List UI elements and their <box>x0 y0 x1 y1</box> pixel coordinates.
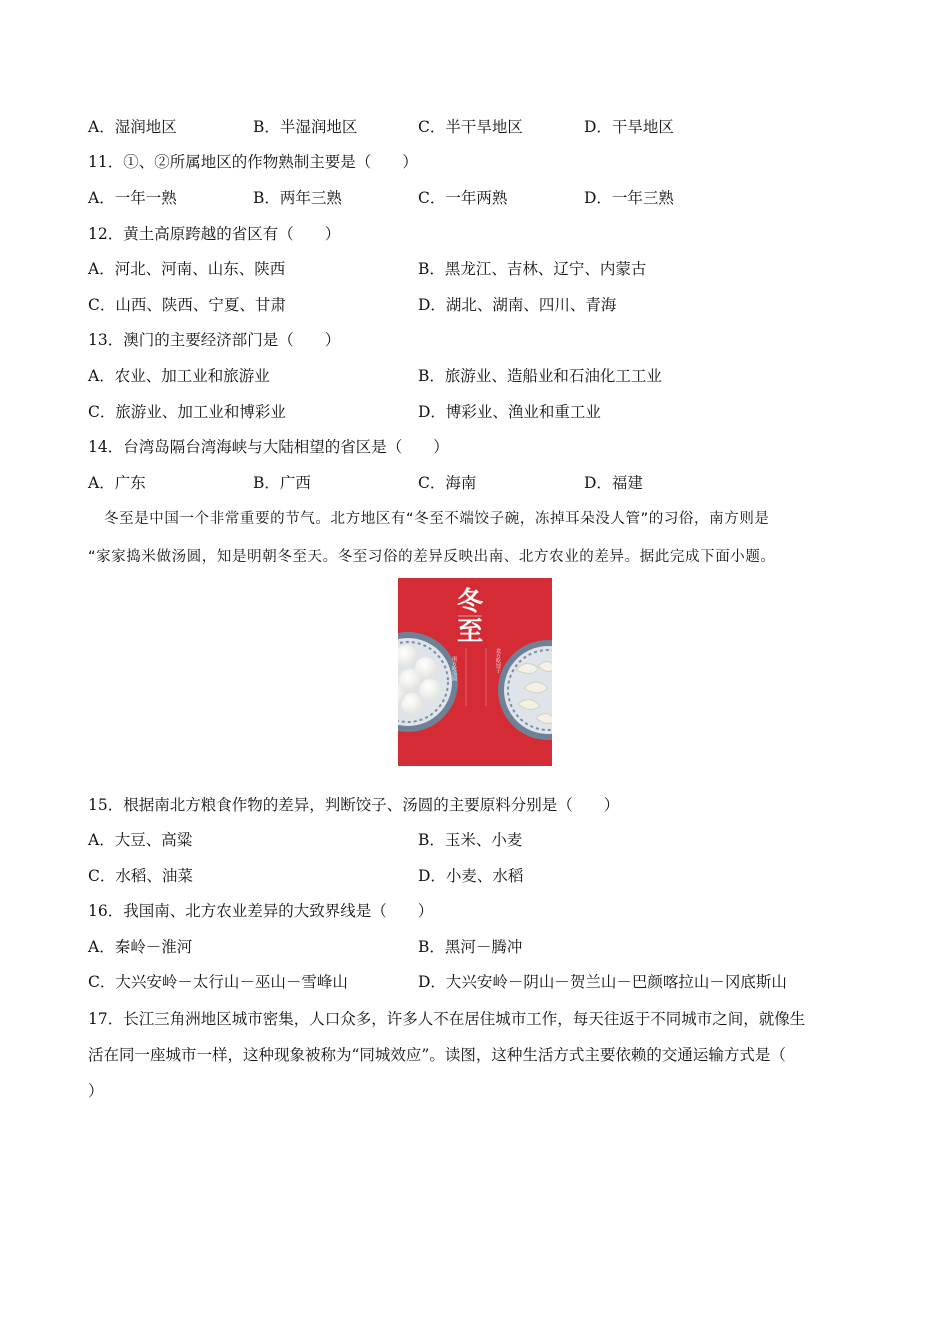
passage-line-2: “家家捣米做汤圆，知是明朝冬至天。冬至习俗的差异反映出南、北方农业的差异。据此完成下面小题。 <box>88 549 776 565</box>
q14-option-a: A．广东 <box>88 474 146 492</box>
q16-option-b: B．黑河－腾冲 <box>418 938 523 956</box>
q13-stem: 13．澳门的主要经济部门是（ ） <box>88 331 341 349</box>
q16-stem: 16．我国南、北方农业差异的大致界线是（ ） <box>88 902 434 920</box>
q10-option-a: A．湿润地区 <box>88 118 177 136</box>
q16-option-a: A．秦岭－淮河 <box>88 938 193 956</box>
winter-solstice-poster <box>398 578 552 766</box>
q14-option-b: B．广西 <box>253 474 311 492</box>
q12-option-d: D．湖北、湖南、四川、青海 <box>418 296 617 314</box>
q10-option-d: D．干旱地区 <box>584 118 674 136</box>
q10-option-c: C．半干旱地区 <box>418 118 523 136</box>
q12-option-b: B．黑龙江、吉林、辽宁、内蒙古 <box>418 260 647 278</box>
q14-stem: 14．台湾岛隔台湾海峡与大陆相望的省区是（ ） <box>88 438 449 456</box>
q17-line-2: 活在同一座城市一样，这种现象被称为“同城效应”。读图，这种生活方式主要依赖的交通运输方式是（ <box>88 1046 786 1064</box>
passage-line-1: 冬至是中国一个非常重要的节气。北方地区有“冬至不端饺子碗，冻掉耳朵没人管”的习俗，南方则是 <box>104 511 770 527</box>
q14-option-d: D．福建 <box>584 474 643 492</box>
q11-stem: 11．①、②所属地区的作物熟制主要是（ ） <box>88 153 418 171</box>
q15-option-c: C．水稻、油菜 <box>88 867 193 885</box>
q11-option-a: A．一年一熟 <box>88 189 177 207</box>
q15-option-a: A．大豆、高粱 <box>88 831 193 849</box>
q13-option-c: C．旅游业、加工业和博彩业 <box>88 403 286 421</box>
poster-title-char-1: 冬 <box>456 587 484 617</box>
q13-option-a: A．农业、加工业和旅游业 <box>88 367 270 385</box>
q16-option-c: C．大兴安岭－太行山－巫山－雪峰山 <box>88 973 348 991</box>
q16-option-d: D．大兴安岭－阴山－贺兰山－巴颜喀拉山－冈底斯山 <box>418 973 787 991</box>
q17-line-3: ） <box>88 1082 104 1100</box>
q15-option-d: D．小麦、水稻 <box>418 867 524 885</box>
south-caption: 南方吃汤圆 <box>451 656 457 681</box>
q10-option-b: B．半湿润地区 <box>253 118 358 136</box>
q12-option-a: A．河北、河南、山东、陕西 <box>88 260 286 278</box>
q15-stem: 15．根据南北方粮食作物的差异，判断饺子、汤圆的主要原料分别是（ ） <box>88 796 620 814</box>
q13-option-d: D．博彩业、渔业和重工业 <box>418 403 601 421</box>
q17-line-1: 17．长江三角洲地区城市密集，人口众多，许多人不在居住城市工作，每天往返于不同城市之间，就像生 <box>88 1010 806 1028</box>
q12-stem: 12．黄土高原跨越的省区有（ ） <box>88 225 341 243</box>
q11-option-d: D．一年三熟 <box>584 189 674 207</box>
q15-option-b: B．玉米、小麦 <box>418 831 523 849</box>
north-caption: 北方吃饺子 <box>495 648 501 673</box>
q11-option-b: B．两年三熟 <box>253 189 342 207</box>
q14-option-c: C．海南 <box>418 474 477 492</box>
q13-option-b: B．旅游业、造船业和石油化工工业 <box>418 367 662 385</box>
poster-title-char-2: 至 <box>456 617 484 647</box>
q12-option-c: C．山西、陕西、宁夏、甘肃 <box>88 296 286 314</box>
q11-option-c: C．一年两熟 <box>418 189 508 207</box>
